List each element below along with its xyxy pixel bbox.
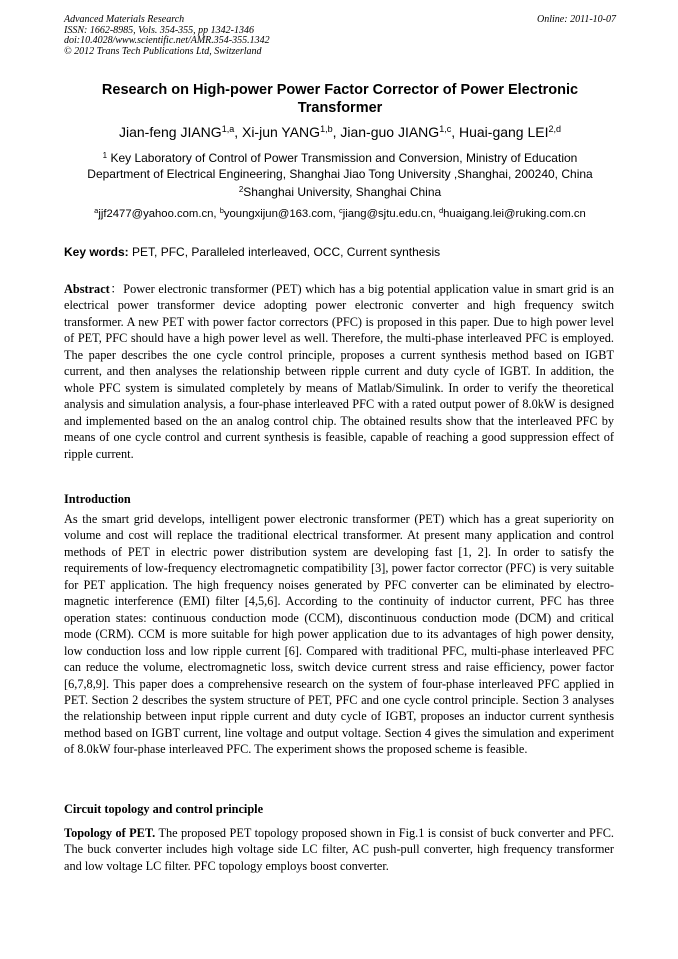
- affiliation-1-line-1: Key Laboratory of Control of Power Transmission and Conversion, Ministry of Education: [107, 151, 578, 165]
- author-name: Xi-jun YANG: [241, 124, 321, 140]
- email-mark: c: [338, 206, 343, 215]
- introduction-heading: Introduction: [64, 492, 131, 506]
- affiliation-2-text: Shanghai University, Shanghai China: [243, 185, 442, 199]
- email-mark: d: [438, 206, 444, 215]
- topology-label: Topology of PET.: [64, 826, 156, 840]
- issn-line: ISSN: 1662-8985, Vols. 354-355, pp 1342-1346: [64, 24, 254, 36]
- author-sep: ,: [451, 124, 459, 140]
- topology-paragraph: [64, 825, 614, 874]
- abstract-label: Abstract: [64, 282, 110, 296]
- topology-text: The proposed PET topology proposed shown in Fig.1 is consist of buck converter and PFC. The buck converter includes high voltage side LC filter, AC push-pull converter, high frequency transformer and low voltage LC filter. PFC topology employs boost converter.: [64, 826, 614, 873]
- keywords: [64, 244, 624, 260]
- affiliation-1-mark: 1: [102, 151, 108, 160]
- online-date: Online: 2011-10-07: [537, 14, 616, 25]
- author-affil-mark: 2,d: [548, 124, 562, 134]
- affiliation-2-mark: 2: [238, 185, 244, 194]
- author-name: Jian-feng JIANG: [118, 124, 222, 140]
- author-affil-mark: 1,a: [221, 124, 235, 134]
- doi-line: doi:10.4028/www.scientific.net/AMR.354-355.1342: [64, 35, 270, 47]
- introduction-text: As the smart grid develops, intelligent power electronic transformer (PET) which has a great superiority on volume and cost will replace the traditional electrical transformer. At present many application and control methods of PET in electric power distribution system are developing fast [1, 2]. In order to satisfy the requirements of low-frequency electromagnetic compatibility [3], power factor corrector (PFC) is very suitable for PET application. The high frequency noises generated by PFC converter can be eliminated by electro-magnetic interference (EMI) filter [4,5,6]. According to the continuity of inductor current, PFC has three operation states: continuous conduction mode (CCM), discontinuous conduction mode (DCM) and critical mode (CRM). CCM is more suitable for high power application due to its advantages of high power density, low conduction loss and low ripple current [6]. Compared with traditional PFC, multi-phase interleaved PFC can reduce the volume, electromagnetic loss, switch device current stress and raise efficiency, power factor [6,7,8,9]. This paper does a comprehensive research on the system of four-phase interleaved PFC applied in PET. Section 2 describes the system structure of PET, PFC and one cycle control principle. Section 3 analyses the relationship between input ripple current and duty cycle of IGBT, proposes an inductor current synthesis method based on IGBT current, line voltage and output voltage. Section 4 gives the simulation and experiment of 8.0kW four-phase interleaved PFC. The experiment shows the proposed scheme is feasible.: [64, 512, 614, 757]
- email-link[interactable]: jiang@sjtu.edu.cn,: [342, 208, 439, 220]
- email-mark: a: [94, 206, 99, 215]
- email-link[interactable]: huaigang.lei@ruking.com.cn: [443, 208, 586, 220]
- author-affil-mark: 1,b: [320, 124, 333, 134]
- abstract: [64, 281, 614, 462]
- author-sep: ,: [332, 124, 341, 140]
- copyright-line: © 2012 Trans Tech Publications Ltd, Switzerland: [64, 45, 262, 57]
- abstract-colon: ：: [109, 282, 124, 296]
- journal-header: [64, 15, 616, 57]
- author-name: Jian-guo JIANG: [340, 124, 440, 140]
- abstract-text: Power electronic transformer (PET) which has a big potential application value in smart grid is an electrical power transformer device adopting power electronic converter and high frequency switch transformer. A new PET with power factor correctors (PFC) is proposed in this paper. Due to high power level of PET, PFC should have a high power level as well. Therefore, the multi-phase interleaved PFC is employed. The paper describes the one cycle control principle, proposes a current synthesis method based on IGBT current, and then analyses the relationship between ripple current and duty cycle of IGBT. In addition, the whole PFC system is simulated completely by means of Matlab/Simulink. In order to verify the theoretical analysis and simulation analysis, a four-phase interleaved PFC with a rated output power of 8.0kW is designed and implemented based on the an analog control chip. The obtained results show that the interleaved PFC by means of one cycle control and current synthesis is feasible, capable of reaching a good suppression effect of ripple current.: [64, 282, 614, 461]
- circuit-heading: Circuit topology and control principle: [64, 802, 264, 816]
- title-line-2: Transformer: [297, 100, 383, 116]
- paper-title: [64, 81, 616, 117]
- journal-name: Advanced Materials Research: [64, 14, 185, 25]
- email-list: [30, 206, 650, 222]
- affiliation-1-line-2: Department of Electrical Engineering, Shanghai Jiao Tong University ,Shanghai, 200240, China: [87, 167, 593, 181]
- author-affil-mark: 1,c: [439, 124, 452, 134]
- author-name: Huai-gang LEI: [458, 124, 549, 140]
- email-link[interactable]: youngxijun@163.com,: [223, 208, 339, 220]
- email-link[interactable]: jjf2477@yahoo.com.cn,: [98, 208, 220, 220]
- keywords-label: Key words:: [64, 245, 129, 259]
- email-mark: b: [219, 206, 224, 215]
- author-list: [30, 123, 650, 141]
- title-line-1: Research on High-power Power Factor Corrector of Power Electronic: [101, 82, 579, 98]
- affiliation-1: [40, 150, 640, 182]
- affiliation-2: [40, 184, 640, 200]
- keywords-text: PET, PFC, Paralleled interleaved, OCC, Current synthesis: [128, 245, 441, 259]
- author-sep: ,: [234, 124, 242, 140]
